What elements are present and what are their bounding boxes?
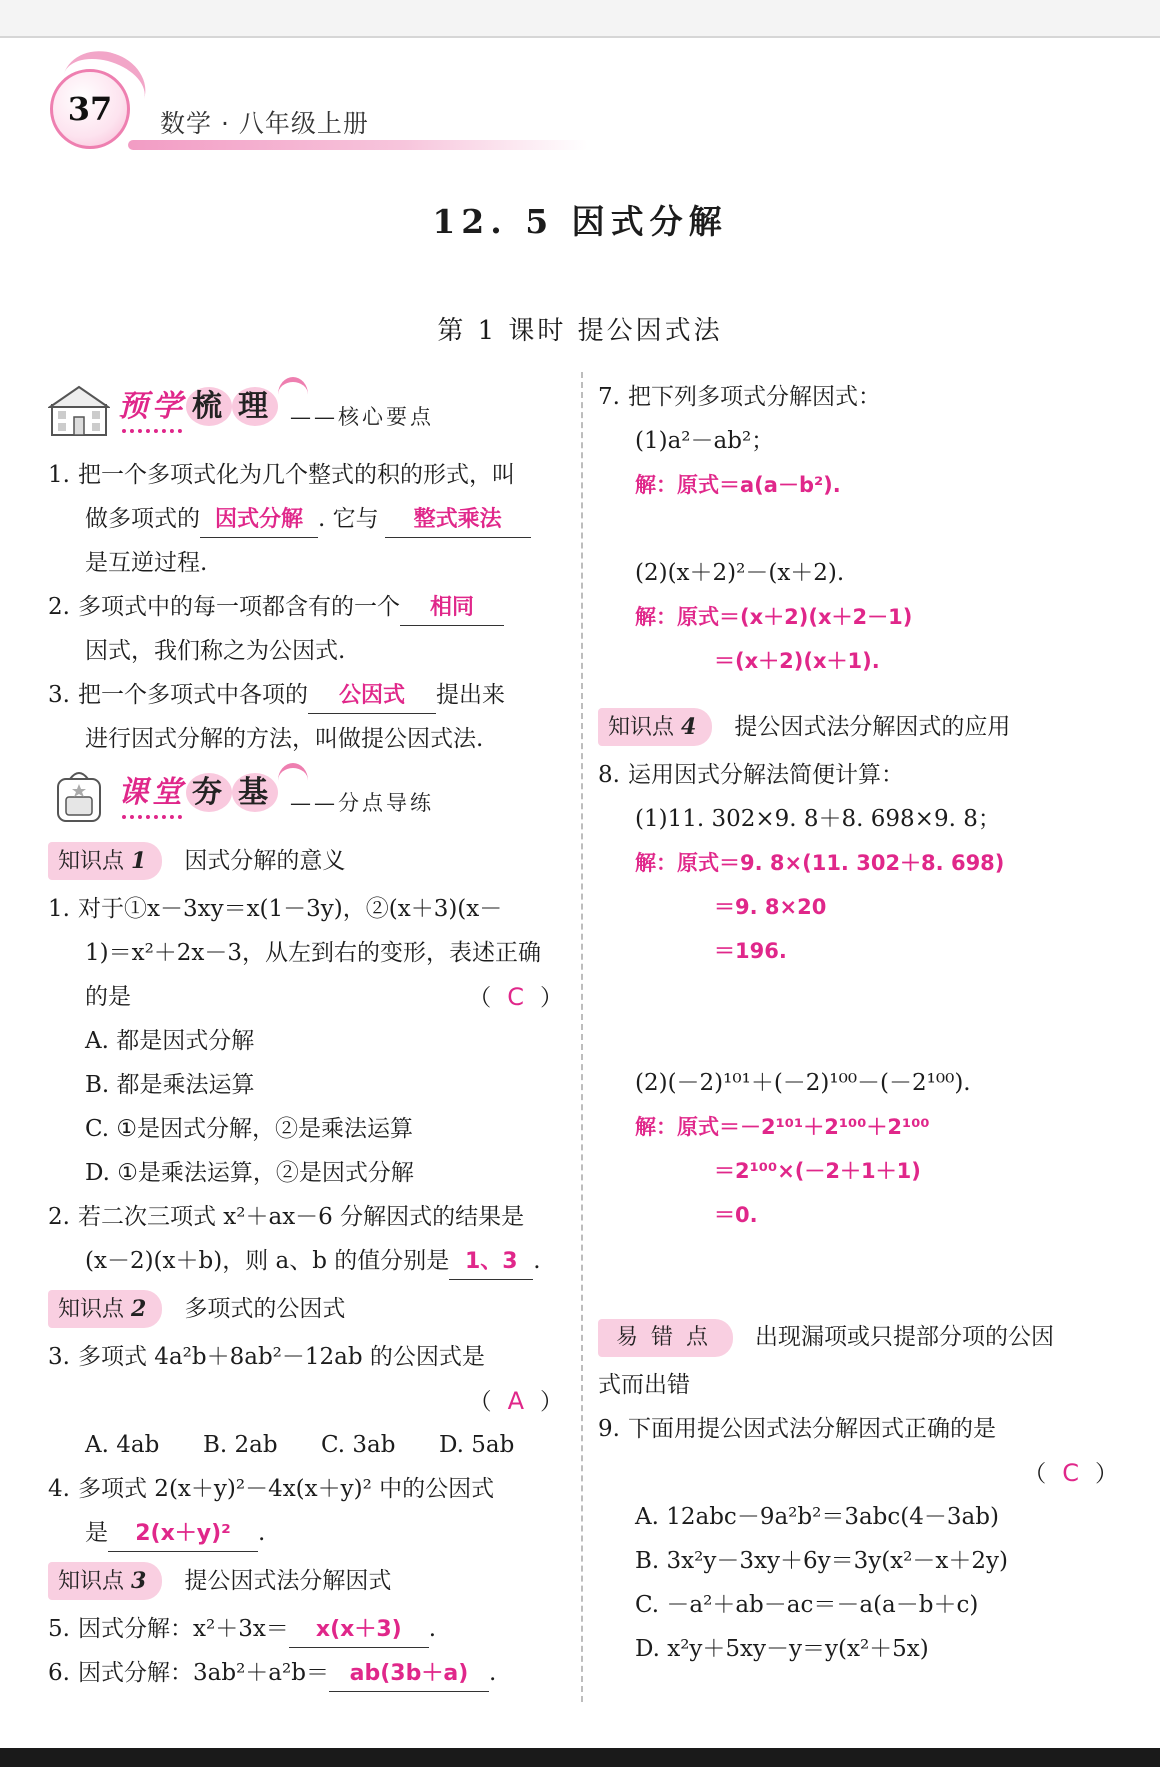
knowledge-point-title: 提公因式法分解因式	[184, 1568, 392, 1594]
paren-left: （	[468, 985, 492, 1011]
question-number: 5.	[48, 1616, 70, 1642]
error-point	[598, 1315, 1118, 1359]
e1-option-b: B. 都是乘法运算	[85, 1072, 255, 1098]
e8-part1: (1)11. 302×9. 8＋8. 698×9. 8；	[635, 806, 1001, 832]
question-number: 8.	[598, 762, 620, 788]
banner-classroom-word1: 课堂	[118, 775, 186, 810]
e8-solution1-line1: 解：原式＝9. 8×(11. 302＋8. 698)	[635, 851, 1005, 875]
dotted-underline	[122, 815, 182, 823]
e3-option-d: D. 5ab	[439, 1432, 515, 1458]
question-number: 1.	[48, 462, 70, 488]
e6-answer-blank: ab(3b＋a)	[329, 1657, 489, 1692]
right-column	[598, 375, 1118, 1671]
page-number-badge	[50, 69, 130, 149]
e8-line1	[598, 753, 1118, 797]
e9-text: 下面用提公因式法分解因式正确的是	[628, 1416, 996, 1442]
knowledge-point-tag	[48, 1290, 162, 1328]
answer-paren	[469, 1379, 563, 1424]
e2-answer-blank: 1、3	[449, 1245, 533, 1280]
q1-text: 做多项式的	[85, 506, 200, 532]
e8-text: 运用因式分解法简便计算：	[628, 762, 904, 788]
lesson-title: 第 1 课时 提公因式法	[437, 316, 723, 346]
spacer	[598, 1237, 1118, 1281]
paren-right: ）	[1095, 1461, 1118, 1487]
q1-line2	[48, 497, 563, 541]
banner-preview-word3: 理	[232, 387, 278, 426]
e8-solution2-line1: 解：原式＝－2¹⁰¹＋2¹⁰⁰＋2¹⁰⁰	[635, 1115, 930, 1139]
e3-line2	[48, 1379, 563, 1423]
e3-text: 多项式 4a²b＋8ab²－12ab 的公因式是	[78, 1344, 485, 1370]
question-number: 2.	[48, 1204, 70, 1230]
knowledge-point-1	[48, 839, 563, 883]
q1-line3: 是互逆过程.	[85, 550, 208, 576]
e4-text: 多项式 2(x＋y)²－4x(x＋y)² 中的公因式	[78, 1476, 495, 1502]
e1-line1	[48, 887, 563, 931]
e3-option-a: A. 4ab	[85, 1432, 160, 1458]
question-number: 1.	[48, 896, 70, 922]
answer-paren	[1023, 1451, 1118, 1496]
paren-left: （	[468, 1389, 492, 1415]
e8-solution2-line2: ＝2¹⁰⁰×(－2＋1＋1)	[714, 1159, 921, 1183]
e1-line2: 1)＝x²＋2x－3，从左到右的变形，表述正确	[85, 940, 542, 966]
error-point-title: 出现漏项或只提部分项的公因	[755, 1324, 1054, 1350]
q3-text: 把一个多项式中各项的	[78, 682, 308, 708]
subject-label: 数学 · 八年级上册	[160, 109, 369, 138]
knowledge-point-title: 因式分解的意义	[184, 848, 346, 874]
e1-text: 的是	[85, 984, 131, 1010]
banner-preview	[48, 375, 563, 447]
e6-text: .	[488, 1660, 497, 1686]
e7-line1	[598, 375, 1118, 419]
page-number: 37	[67, 90, 113, 128]
error-point-tag: 易 错 点	[598, 1319, 733, 1357]
knowledge-point-3	[48, 1559, 563, 1603]
e1-text: 对于①x－3xy＝x(1－3y)，②(x＋3)(x－	[78, 896, 503, 922]
e7-part1: (1)a²－ab²；	[635, 428, 775, 454]
tag-label: 知识点	[58, 1569, 125, 1594]
e4-text: 是	[85, 1520, 108, 1546]
e4-answer-blank: 2(x＋y)²	[108, 1517, 258, 1552]
e3-answer: A	[507, 1387, 524, 1415]
q3-line1	[48, 673, 563, 717]
q2-line2: 因式，我们称之为公因式.	[85, 638, 346, 664]
banner-classroom-subtitle: ——分点导练	[290, 791, 434, 815]
spacer	[598, 1017, 1118, 1061]
e4-line2	[48, 1511, 563, 1555]
knowledge-point-tag	[598, 708, 712, 746]
e3-line1	[48, 1335, 563, 1379]
knowledge-point-tag	[48, 1562, 162, 1600]
e1-option-d: D. ①是乘法运算，②是因式分解	[85, 1160, 414, 1186]
e5-line1	[48, 1607, 563, 1651]
banner-preview-subtitle: ——核心要点	[290, 405, 434, 429]
answer-paren	[468, 975, 563, 1020]
q1-answer-blank-1: 因式分解	[200, 503, 318, 538]
banner-classroom-word2: 夯	[186, 773, 232, 812]
e2-line1	[48, 1195, 563, 1239]
question-number: 9.	[598, 1416, 620, 1442]
e7-solution2-line1: 解：原式＝(x＋2)(x＋2－1)	[635, 605, 913, 629]
knowledge-point-4	[598, 705, 1118, 749]
e3-options	[48, 1423, 563, 1467]
spacer	[598, 973, 1118, 1017]
tag-number: 2	[131, 1296, 147, 1322]
school-building-icon	[48, 381, 110, 437]
question-number: 6.	[48, 1660, 70, 1686]
q1-text: . 它与	[318, 506, 379, 532]
e2-text: (x－2)(x＋b)，则 a、b 的值分别是	[85, 1248, 450, 1274]
banner-classroom-label	[118, 771, 278, 815]
e3-option-c: C. 3ab	[321, 1432, 396, 1458]
knowledge-point-tag	[48, 842, 162, 880]
paren-left: （	[1023, 1461, 1047, 1487]
tag-label: 知识点	[608, 715, 675, 740]
e7-text: 把下列多项式分解因式：	[628, 384, 881, 410]
question-number: 4.	[48, 1476, 70, 1502]
e4-text: .	[258, 1520, 266, 1546]
tag-number: 4	[681, 714, 697, 740]
e9-line1	[598, 1407, 1118, 1451]
q1-answer-blank-2: 整式乘法	[385, 503, 531, 538]
e8-part2: (2)(－2)¹⁰¹＋(－2)¹⁰⁰－(－2¹⁰⁰).	[635, 1070, 971, 1096]
q1-text: 把一个多项式化为几个整式的积的形式，叫	[78, 462, 515, 488]
spacer	[598, 507, 1118, 551]
section-title: 12. 5 因式分解	[432, 202, 728, 241]
e2-text: .	[533, 1248, 541, 1274]
e2-text: 若二次三项式 x²＋ax－6 分解因式的结果是	[78, 1204, 525, 1230]
e1-option-a: A. 都是因式分解	[85, 1028, 255, 1054]
dotted-underline	[122, 429, 182, 437]
q2-text: 多项式中的每一项都含有的一个	[78, 594, 400, 620]
column-divider	[581, 372, 583, 1702]
paren-right: ）	[540, 985, 563, 1011]
e1-answer: C	[507, 983, 524, 1011]
question-number: 2.	[48, 594, 70, 620]
e4-line1	[48, 1467, 563, 1511]
e2-line2	[48, 1239, 563, 1283]
backpack-icon	[48, 767, 110, 823]
question-number: 3.	[48, 1344, 70, 1370]
q3-answer-blank: 公因式	[308, 679, 436, 714]
e8-solution1-line2: ＝9. 8×20	[714, 895, 827, 919]
e8-solution1-line3: ＝196.	[714, 939, 787, 963]
q2-line1	[48, 585, 563, 629]
spacer	[598, 1281, 1118, 1311]
bottom-bar	[0, 1748, 1160, 1767]
left-column	[48, 375, 563, 1695]
banner-preview-word1: 预学	[118, 389, 186, 424]
banner-classroom	[48, 761, 563, 833]
e9-option-b: B. 3x²y－3xy＋6y＝3y(x²－x＋2y)	[635, 1548, 1008, 1574]
header-bar-decoration	[128, 140, 588, 150]
banner-classroom-word3: 基	[232, 773, 278, 812]
question-number: 3.	[48, 682, 70, 708]
q3-line2: 进行因式分解的方法，叫做提公因式法.	[85, 726, 484, 752]
e9-line2	[598, 1451, 1118, 1495]
e7-part2: (2)(x＋2)²－(x＋2).	[635, 560, 845, 586]
e5-text: .	[428, 1616, 437, 1642]
paren-right: ）	[540, 1389, 563, 1415]
e9-option-c: C. －a²＋ab－ac＝－a(a－b＋c)	[635, 1592, 979, 1618]
banner-preview-label	[118, 385, 278, 429]
tag-number: 3	[131, 1568, 147, 1594]
error-point-title-line2: 式而出错	[598, 1372, 690, 1398]
knowledge-point-title: 多项式的公因式	[184, 1296, 346, 1322]
e5-text: 因式分解：x²＋3x＝	[78, 1616, 289, 1642]
e9-answer: C	[1062, 1459, 1079, 1487]
e1-line3	[48, 975, 563, 1019]
banner-preview-word2: 梳	[186, 387, 232, 426]
q2-answer-blank: 相同	[400, 591, 504, 626]
q1-line1	[48, 453, 563, 497]
e1-option-c: C. ①是因式分解，②是乘法运算	[85, 1116, 414, 1142]
knowledge-point-title: 提公因式法分解因式的应用	[734, 714, 1011, 740]
e9-option-a: A. 12abc－9a²b²＝3abc(4－3ab)	[635, 1504, 999, 1530]
tag-label: 知识点	[58, 1297, 125, 1322]
tag-number: 1	[131, 848, 147, 874]
tag-label: 知识点	[58, 849, 125, 874]
q3-text: 提出来	[436, 682, 505, 708]
knowledge-point-2	[48, 1287, 563, 1331]
e6-line1	[48, 1651, 563, 1695]
e5-answer-blank: x(x＋3)	[289, 1613, 429, 1648]
e3-option-b: B. 2ab	[203, 1432, 278, 1458]
e6-text: 因式分解：3ab²＋a²b＝	[78, 1660, 329, 1686]
question-number: 7.	[598, 384, 620, 410]
e7-solution2-line2: ＝(x＋2)(x＋1).	[714, 649, 880, 673]
e9-option-d: D. x²y＋5xy－y＝y(x²＋5x)	[635, 1636, 929, 1662]
e8-solution2-line3: ＝0.	[714, 1203, 758, 1227]
e7-solution1: 解：原式＝a(a－b²).	[635, 473, 841, 497]
